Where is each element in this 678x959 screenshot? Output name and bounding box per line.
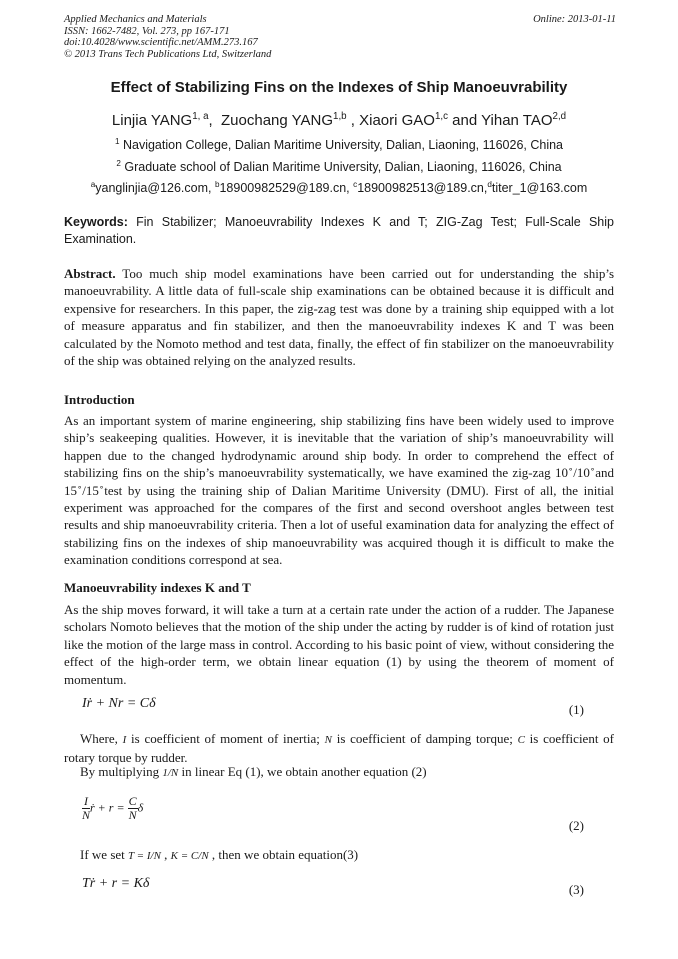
intro-text: and 15 xyxy=(64,465,614,498)
where-paragraph xyxy=(64,730,618,767)
equation-2-tail: δ xyxy=(137,800,144,815)
t-definition: T = I/N xyxy=(128,850,161,862)
author-affiliation-mark: 1,c xyxy=(434,111,448,122)
abstract-label: Abstract. xyxy=(64,266,116,281)
doi-line: doi:10.4028/www.scientific.net/AMM.273.167 xyxy=(64,37,258,48)
email-mark: c xyxy=(353,179,358,189)
variable-i: I xyxy=(122,734,127,746)
affiliation-text: Graduate school of Dalian Maritime University, Dalian, Liaoning, 116026, China xyxy=(124,160,562,174)
fraction-numerator: C xyxy=(128,794,137,808)
multiply-expression: 1/N xyxy=(162,767,179,779)
equation-3-number: (3) xyxy=(568,882,584,897)
author-separator: , xyxy=(208,112,222,129)
author-name: Linjia YANG xyxy=(111,112,193,129)
keywords-block xyxy=(64,214,618,248)
author-affiliation-mark: 1,b xyxy=(333,111,347,122)
set-line xyxy=(80,846,614,865)
variable-c: C xyxy=(517,734,525,746)
set-separator: , xyxy=(160,847,171,862)
section-heading-manoeuvrability: Manoeuvrability indexes K and T xyxy=(64,580,251,595)
abstract-text: Too much ship model examinations have been carried out for understanding the ship’s manoeuvrability. A little data of full-scale ship examinations can be obtained because it is difficult and expensive for researchers. In this paper, the zig-zag test was done by a training ship equipped with a lot of measure apparatus and fin stabilizer, and then the manoeuvrability indexes K and T was been calculated by the Nomoto method and test data, finally, the effect of fin stabilizer on the manoeuvrability of the ship was obtained relying on the analyzed results. xyxy=(64,266,618,369)
affiliation-mark: 2 xyxy=(116,158,121,168)
where-text: is coefficient of rotary torque by rudder. xyxy=(64,731,618,766)
fraction-numerator: I xyxy=(82,795,90,809)
fraction-c-over-n xyxy=(128,795,138,822)
keywords-text: Fin Stabilizer; Manoeuvrability Indexes K and T; ZIG-Zag Test; Full-Scale Ship Examination. xyxy=(64,215,618,246)
online-date: Online: 2013-01-11 xyxy=(533,14,616,25)
equation-2-number: (2) xyxy=(568,818,584,833)
multiply-line xyxy=(80,763,614,782)
degree-mark: ∘ xyxy=(568,463,574,474)
set-text: , then we obtain equation(3) xyxy=(208,847,359,862)
variable-n: N xyxy=(324,734,332,746)
author-separator: , xyxy=(346,112,360,129)
author-name: Zuochang YANG xyxy=(221,112,334,129)
introduction-paragraph xyxy=(64,412,614,569)
manoeuvrability-paragraph: As the ship moves forward, it will take a turn at a certain rate under the action of a rudder. The Japanese scholars Nomoto believes that the motion of the ship under the acting by rudder is of kind of rotation just like the motion of the large mass in control. According to his basic point of view, without considering the effect of the high-order term, we obtain linear equation (1) by using the theorem of moment of momentum. xyxy=(64,602,614,687)
equation-1: Iṙ + Nr = Cδ xyxy=(82,696,156,711)
multiply-text: in linear Eq (1), we obtain another equation (2) xyxy=(178,764,427,779)
degree-mark: ∘ xyxy=(98,481,105,492)
author-affiliation-mark: 2,d xyxy=(552,111,567,122)
email-address: yanglinjia@126.com, xyxy=(95,181,215,195)
multiply-text: By multiplying xyxy=(80,764,163,779)
email-mark: a xyxy=(90,179,96,189)
fraction-i-over-n xyxy=(82,795,90,822)
intro-text: As an important system of marine engineering, ship stabilizing fins have been widely used to improve ship’s seakeeping qualities. However, it is inevitable that the variation of ship’s manoeuvrability will happen due to the changed hydrodynamic around ship body. In order to comprehend the effect of stabilizing fins on the ship’s manoeuvrability systematically, we have examined the zig-zag 10 xyxy=(64,413,614,481)
email-mark: d xyxy=(487,179,492,189)
email-address: titer_1@163.com xyxy=(491,181,588,195)
abstract-block xyxy=(64,265,618,369)
equation-2 xyxy=(82,795,143,822)
email-address: 18900982529@189.cn, xyxy=(219,181,354,195)
copyright-line: © 2013 Trans Tech Publications Ltd, Switzerland xyxy=(64,48,272,60)
intro-text: /15 xyxy=(82,482,99,498)
fraction-denominator: N xyxy=(82,808,91,822)
section-heading-introduction: Introduction xyxy=(64,392,135,407)
author-name: Yihan TAO xyxy=(481,112,553,129)
journal-header xyxy=(64,14,616,60)
affiliation-2 xyxy=(30,160,648,174)
intro-text: test by using the training ship of Dalian Maritime University (DMU). First of all, the initial experiment was approached for the compares of the first and second overshoot angles between test results and ship manoeuvrability criteria. Then a lot of useful examination data for analyzing the effect of stabilizing fins on the indexes of ship manoeuvrability was acquired though it is difficult to make the examination conditions correspond at sea. xyxy=(64,482,614,568)
issn-line: ISSN: 1662-7482, Vol. 273, pp 167-171 xyxy=(64,25,230,37)
equation-2-middle: ṙ + r = xyxy=(90,800,128,815)
author-affiliation-mark: 1, a xyxy=(192,111,209,122)
affiliation-mark: 1 xyxy=(114,136,120,146)
email-mark: b xyxy=(214,179,220,189)
intro-text: /10 xyxy=(573,465,590,481)
equation-3: Tṙ + r = Kδ xyxy=(82,876,150,891)
keywords-label: Keywords: xyxy=(64,215,128,229)
author-separator: and xyxy=(447,112,482,129)
equation-1-number: (1) xyxy=(568,702,584,717)
degree-mark: ∘ xyxy=(589,463,596,474)
paper-title: Effect of Stabilizing Fins on the Indexes of Ship Manoeuvrability xyxy=(110,79,568,96)
degree-mark: ∘ xyxy=(77,481,83,492)
where-text: is coefficient of moment of inertia; xyxy=(126,731,325,746)
author-name: Xiaori GAO xyxy=(359,112,435,129)
where-text: Where, xyxy=(80,731,123,746)
author-list xyxy=(30,112,648,129)
k-definition: K = C/N xyxy=(170,850,209,862)
journal-name: Applied Mechanics and Materials xyxy=(64,14,207,25)
fraction-denominator: N xyxy=(128,808,137,822)
affiliation-text: Navigation College, Dalian Maritime University, Dalian, Liaoning, 116026, China xyxy=(122,138,564,152)
email-address: 18900982513@189.cn, xyxy=(357,181,488,195)
email-list xyxy=(30,181,648,195)
set-text: If we set xyxy=(80,847,129,862)
affiliation-1 xyxy=(30,138,648,152)
where-text: is coefficient of damping torque; xyxy=(331,731,518,746)
